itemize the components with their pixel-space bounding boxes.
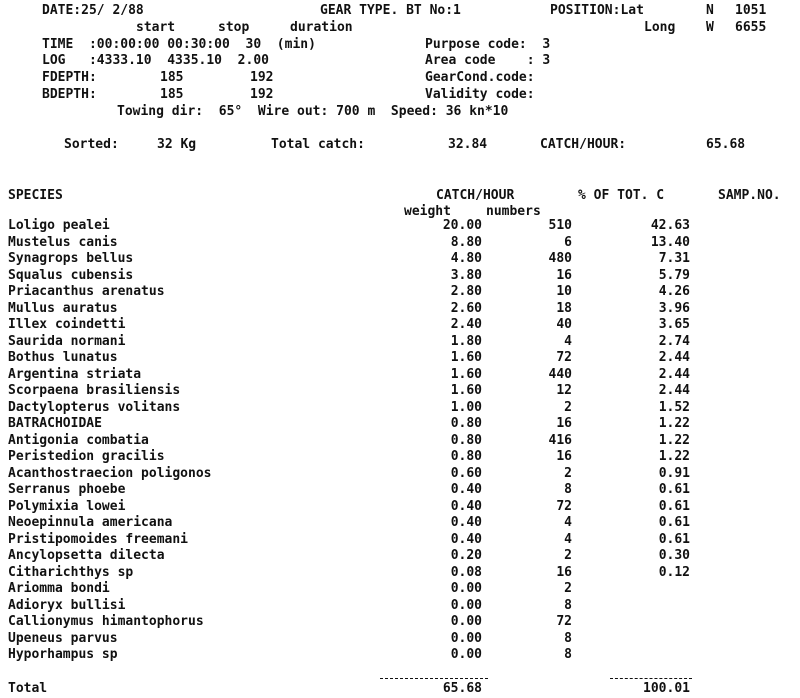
numbers-value: 2 (564, 400, 572, 415)
total-label: Total (8, 681, 48, 696)
fdepth-start: 185 (160, 70, 184, 85)
numbers-value: 416 (548, 433, 572, 448)
species-name: BATRACHOIDAE (8, 416, 102, 431)
numbers-value: 72 (556, 614, 572, 629)
bdepth-label: BDEPTH: (42, 87, 97, 102)
numbers-value: 18 (556, 301, 572, 316)
time-row: TIME :00:00:00 00:30:00 30 (min) (42, 37, 316, 52)
species-name: Serranus phoebe (8, 482, 126, 497)
pct-value: 0.61 (658, 499, 690, 514)
lat-direction: N (706, 3, 714, 18)
lat-value: 1051 (735, 3, 767, 18)
towing-row: Towing dir: 65° Wire out: 700 m Speed: 36 kn*10 (117, 104, 509, 119)
samp-no-column-header: SAMP.NO. (718, 188, 781, 203)
species-name: Neoepinnula americana (8, 515, 173, 530)
weight-value: 0.00 (450, 598, 482, 613)
start-column-label: start (136, 20, 176, 35)
species-name: Ariomma bondi (8, 581, 110, 596)
weight-value: 2.40 (450, 317, 482, 332)
species-name: Ancylopsetta dilecta (8, 548, 165, 563)
pct-value: 5.79 (658, 268, 690, 283)
weight-value: 3.80 (450, 268, 482, 283)
species-name: Bothus lunatus (8, 350, 118, 365)
numbers-value: 4 (564, 334, 572, 349)
species-name: Saurida normani (8, 334, 126, 349)
pct-value: 0.91 (658, 466, 690, 481)
long-direction: W (706, 20, 714, 35)
numbers-value: 6 (564, 235, 572, 250)
weight-value: 0.40 (450, 499, 482, 514)
species-name: Adioryx bullisi (8, 598, 126, 613)
species-name: Loligo pealei (8, 218, 110, 233)
weight-value: 0.00 (450, 647, 482, 662)
pct-value: 3.65 (658, 317, 690, 332)
numbers-value: 12 (556, 383, 572, 398)
species-name: Upeneus parvus (8, 631, 118, 646)
weight-value: 20.00 (442, 218, 482, 233)
numbers-value: 4 (564, 515, 572, 530)
weight-value: 1.60 (450, 367, 482, 382)
numbers-value: 2 (564, 548, 572, 563)
weight-value: 0.08 (450, 565, 482, 580)
fdepth-stop: 192 (250, 70, 274, 85)
weight-value: 0.40 (450, 515, 482, 530)
numbers-value: 72 (556, 499, 572, 514)
pct-value: 0.30 (658, 548, 690, 563)
pct-value: 42.63 (650, 218, 690, 233)
species-column-header: SPECIES (8, 188, 63, 203)
total-catch-label: Total catch: (271, 137, 365, 152)
weight-value: 0.40 (450, 482, 482, 497)
long-value: 6655 (735, 20, 767, 35)
weight-value: 4.80 (450, 251, 482, 266)
numbers-subheader: numbers (486, 204, 541, 219)
species-name: Mustelus canis (8, 235, 118, 250)
numbers-value: 16 (556, 565, 572, 580)
pct-value: 2.44 (658, 383, 690, 398)
purpose-code: Purpose code: 3 (425, 37, 551, 52)
pct-value: 1.22 (658, 449, 690, 464)
total-pct: 100.01 (643, 681, 690, 696)
weight-value: 1.60 (450, 350, 482, 365)
weight-value: 0.80 (450, 449, 482, 464)
long-label: Long (644, 20, 676, 35)
weight-value: 0.40 (450, 532, 482, 547)
species-name: Citharichthys sp (8, 565, 134, 580)
species-name: Antigonia combatia (8, 433, 149, 448)
catch-hour-column-header: CATCH/HOUR (436, 188, 515, 203)
numbers-value: 8 (564, 598, 572, 613)
weight-value: 0.00 (450, 614, 482, 629)
weight-subheader: weight (404, 204, 451, 219)
duration-column-label: duration (290, 20, 353, 35)
weight-value: 8.80 (450, 235, 482, 250)
pct-value: 1.52 (658, 400, 690, 415)
species-name: Pristipomoides freemani (8, 532, 189, 547)
pct-value: 2.74 (658, 334, 690, 349)
pct-value: 7.31 (658, 251, 690, 266)
species-name: Synagrops bellus (8, 251, 134, 266)
numbers-value: 2 (564, 466, 572, 481)
bdepth-start: 185 (160, 87, 184, 102)
numbers-value: 16 (556, 449, 572, 464)
sorted-label: Sorted: (64, 137, 119, 152)
weight-value: 0.00 (450, 631, 482, 646)
date-label: DATE:25/ 2/88 (42, 3, 144, 18)
weight-value: 0.60 (450, 466, 482, 481)
weight-value: 0.80 (450, 416, 482, 431)
log-row: LOG :4333.10 4335.10 2.00 (42, 53, 269, 68)
sorted-value: 32 Kg (157, 137, 197, 152)
numbers-value: 40 (556, 317, 572, 332)
catch-hour-value: 65.68 (706, 137, 746, 152)
numbers-value: 4 (564, 532, 572, 547)
weight-value: 0.80 (450, 433, 482, 448)
pct-value: 0.12 (658, 565, 690, 580)
numbers-value: 8 (564, 631, 572, 646)
weight-value: 2.80 (450, 284, 482, 299)
species-name: Acanthostraecion poligonos (8, 466, 212, 481)
numbers-value: 510 (548, 218, 572, 233)
pct-value: 0.61 (658, 482, 690, 497)
pct-value: 0.61 (658, 515, 690, 530)
species-name: Illex coindetti (8, 317, 126, 332)
numbers-value: 72 (556, 350, 572, 365)
pct-value: 4.26 (658, 284, 690, 299)
numbers-value: 480 (548, 251, 572, 266)
species-name: Callionymus himantophorus (8, 614, 204, 629)
numbers-value: 440 (548, 367, 572, 382)
pct-value: 1.22 (658, 416, 690, 431)
gear-type-label: GEAR TYPE. BT No:1 (320, 3, 461, 18)
weight-value: 0.00 (450, 581, 482, 596)
catch-hour-label: CATCH/HOUR: (540, 137, 627, 152)
pct-value: 13.40 (650, 235, 690, 250)
species-name: Peristedion gracilis (8, 449, 165, 464)
pct-value: 1.22 (658, 433, 690, 448)
species-name: Mullus auratus (8, 301, 118, 316)
pct-value: 2.44 (658, 367, 690, 382)
species-name: Scorpaena brasiliensis (8, 383, 181, 398)
numbers-value: 8 (564, 482, 572, 497)
weight-value: 2.60 (450, 301, 482, 316)
pct-value: 3.96 (658, 301, 690, 316)
weight-value: 1.80 (450, 334, 482, 349)
numbers-value: 8 (564, 647, 572, 662)
weight-total-rule (380, 678, 488, 679)
species-name: Polymixia lowei (8, 499, 126, 514)
species-name: Squalus cubensis (8, 268, 134, 283)
numbers-value: 16 (556, 268, 572, 283)
numbers-value: 16 (556, 416, 572, 431)
species-name: Argentina striata (8, 367, 142, 382)
validity-code: Validity code: (425, 87, 535, 102)
pct-value: 2.44 (658, 350, 690, 365)
gearcond-code: GearCond.code: (425, 70, 535, 85)
pct-total-column-header: % OF TOT. C (578, 188, 665, 203)
total-catch-value: 32.84 (448, 137, 488, 152)
weight-value: 0.20 (450, 548, 482, 563)
fdepth-label: FDEPTH: (42, 70, 97, 85)
area-code: Area code : 3 (425, 53, 551, 68)
numbers-value: 2 (564, 581, 572, 596)
total-weight: 65.68 (442, 681, 482, 696)
pct-total-rule (610, 678, 692, 679)
species-name: Hyporhampus sp (8, 647, 118, 662)
species-name: Dactylopterus volitans (8, 400, 181, 415)
species-name: Priacanthus arenatus (8, 284, 165, 299)
weight-value: 1.60 (450, 383, 482, 398)
bdepth-stop: 192 (250, 87, 274, 102)
numbers-value: 10 (556, 284, 572, 299)
weight-value: 1.00 (450, 400, 482, 415)
position-label: POSITION:Lat (550, 3, 644, 18)
stop-column-label: stop (218, 20, 250, 35)
pct-value: 0.61 (658, 532, 690, 547)
